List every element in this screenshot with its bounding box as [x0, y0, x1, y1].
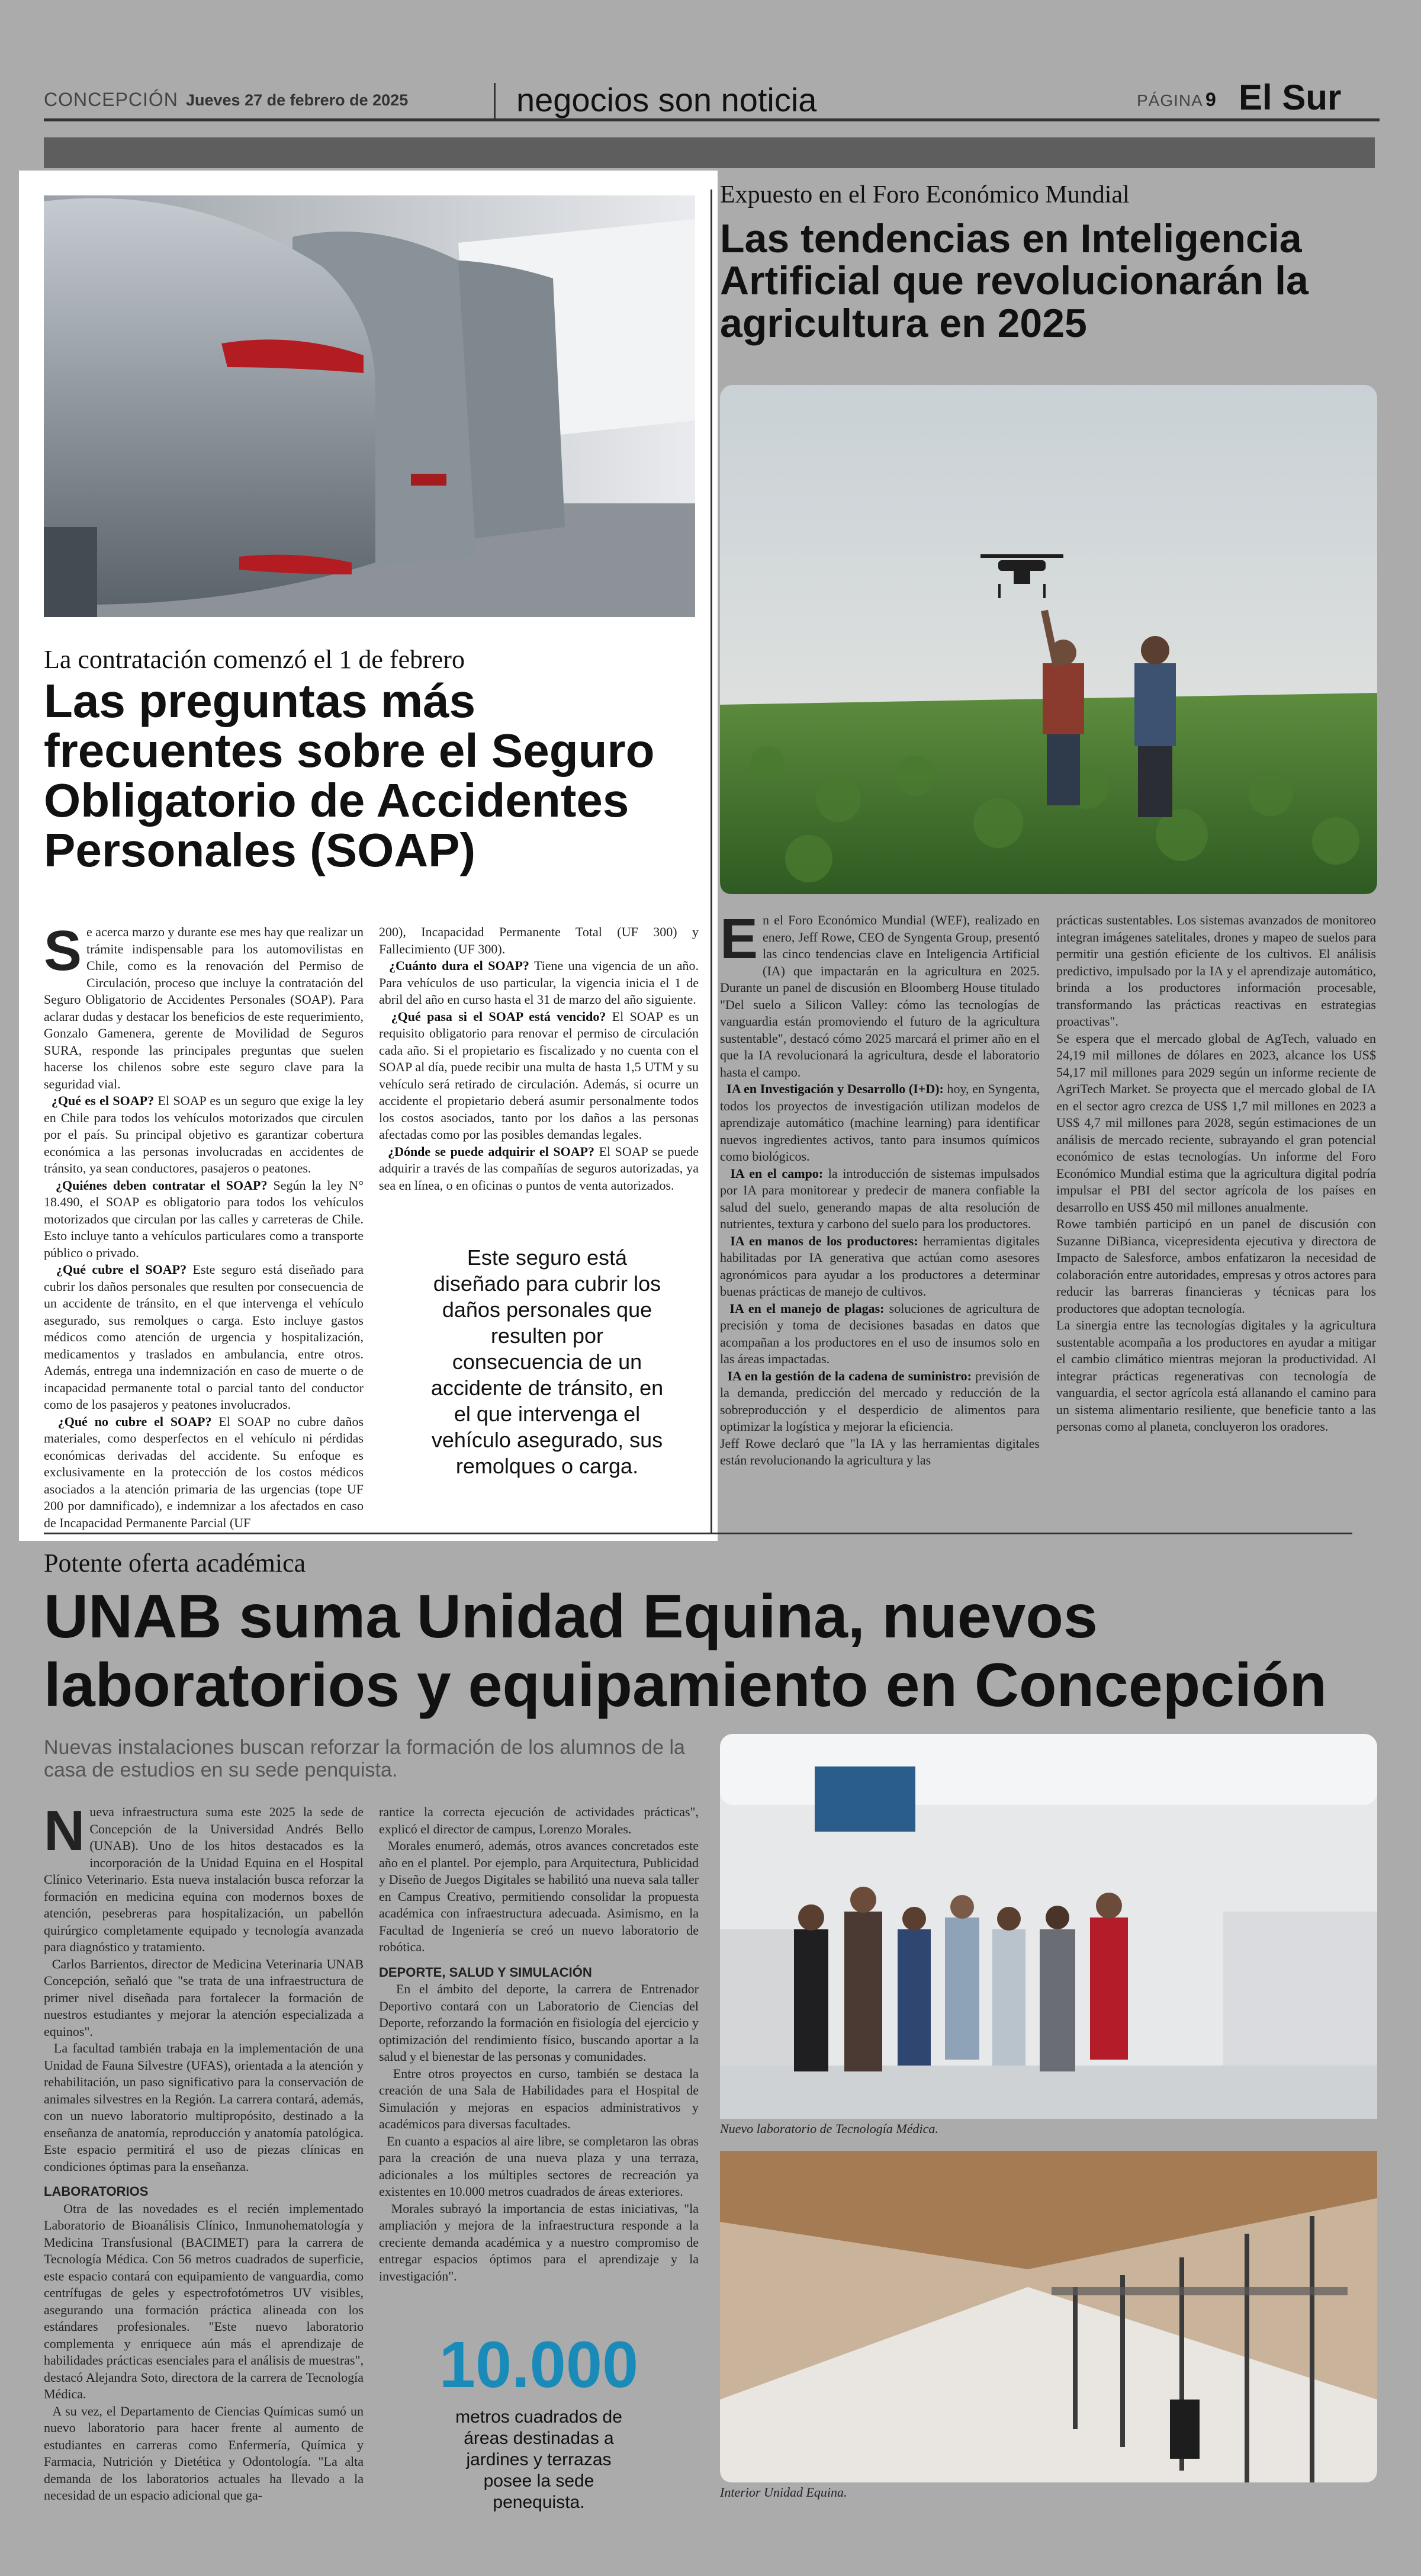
header-divider — [494, 83, 496, 118]
soap-a2: Según la ley N° 18.490, el SOAP es obligatorio para todos los vehículos motorizados que circulan por las calles y carreteras de Chile. Esto incluye tanto a vehículos particulares como a transporte público o privado. — [44, 1177, 364, 1260]
unab-deck: Nuevas instalaciones buscan reforzar la formación de los alumnos de la casa de estudios en su sede penquista. — [44, 1736, 685, 1781]
ai-trend-5: IA en la gestión de la cadena de suministro: — [727, 1368, 972, 1383]
ai-kicker: Expuesto en el Foro Económico Mundial — [720, 181, 1130, 208]
unab-col1-p2: Carlos Barrientos, director de Medicina Veterinaria UNAB Concepción, señaló que "se trata de una infraestructura de primer nivel diseñada para fortalecer la formación de nuestros estudiantes y mejorar la atención especializada a equinos". — [44, 1956, 364, 2039]
ai-rowe-quote: Jeff Rowe declaró que "la IA y las herramientas digitales están revolucionando la agricultura y las — [720, 1435, 1040, 1467]
unab-col2-p6: Morales subrayó la importancia de estas iniciativas, "la ampliación y mejora de la infraestructura responde a la creciente demanda académica y a nuestro compromiso de entregar espacios óptimos para el aprendizaje y la investigación". — [379, 2201, 699, 2283]
section-rule — [44, 1533, 1352, 1534]
unab-lab-image — [720, 1734, 1377, 2119]
unab-column-1 — [44, 1799, 364, 2504]
ai-trend-4-text: soluciones de agricultura de precisión y toma de decisiones basadas en datos que acompañan a los productores en el uso de insumos solo en las áreas impactadas. — [720, 1300, 1040, 1366]
ai-column-2 — [1056, 912, 1376, 1435]
ai-trend-5-text: previsión de la demanda, predicción del mercado y reducción de la sobreproducción y el desperdicio de alimentos para optimizar la logística y mejorar la eficiencia. — [720, 1368, 1040, 1434]
column-divider — [710, 189, 712, 1534]
soap-pull-quote: Este seguro está diseñado para cubrir los daños personales que resulten por consecuencia de un accidente de tránsito, en el que intervenga el vehículo asegurado, sus remolques o carga. — [430, 1245, 664, 1478]
soap-dropcap: S — [44, 919, 82, 982]
ai-trend-4: IA en el manejo de plagas: — [729, 1300, 885, 1316]
unab-col2-p1: rantice la correcta ejecución de actividades prácticas", explicó el director de campus, Lorenzo Morales. — [379, 1804, 699, 1836]
soap-a5: Tiene una vigencia de un año. Para vehículos de uso particular, la vigencia inicia el 1 de abril del año en curso hasta el 31 de marzo del año siguiente. — [379, 958, 699, 1007]
header-page-label: PÁGINA — [1137, 91, 1203, 110]
unab-col2-p5: En cuanto a espacios al aire libre, se completaron las obras para la creación de una nueva plaza y una terraza, adicionales a los múltiples sectores de recreación ya existentes en 10.000 metros cuadrados de áreas exteriores. — [379, 2133, 699, 2199]
soap-q1: ¿Qué es el SOAP? — [51, 1093, 155, 1108]
unab-column-2 — [379, 1804, 699, 2285]
soap-a1: El SOAP es un seguro que exige la ley en Chile para todos los vehículos motorizados que circulen por el país. Su principal objetivo es garantizar cobertura económica a las personas involucradas en accidentes de tránsito, ya sean conductores, pasajeros o peatones. — [44, 1093, 364, 1175]
ai-trend-3-text: herramientas digitales habilitadas por IA generativa que actúan como asesores agronómicos para ayudar a los productores a determinar buenas prácticas de manejo de cultivos. — [720, 1233, 1040, 1299]
unab-col2-p3: En el ámbito del deporte, la carrera de Entrenador Deportivo contará con un Laboratorio de Ciencias del Deporte, reforzando la formación en fisiología del ejercicio y optimización del rendimiento físico, buscando aportar a la salud y el bienestar de las personas y comunidades. — [379, 1981, 699, 2064]
unab-dropcap: N — [44, 1799, 85, 1862]
unab-headline: UNAB suma Unidad Equina, nuevos laboratorios y equipamiento en Concepción — [44, 1582, 1327, 1720]
ai-col2-p1: prácticas sustentables. Los sistemas avanzados de monitoreo integran imágenes satelitales, drones y mapeo de suelos para permitir una gestión eficiente de los cultivos. El análisis predictivo, impulsado por la IA y el aprendizaje automático, brinda a los productores información procesable, transformando las prácticas reactivas en estrategias proactivas". — [1056, 913, 1376, 1029]
ai-col2-p2: Se espera que el mercado global de AgTech, valuado en 24,19 mil millones de dólares en 2023, alcance los US$ 54,17 mil millones para 2029 según un informe reciente de AgriTech Market. Se proyecta que el mercado global de IA en el sector agro crezca de US$ 1,7 mil millones en 2023 a US$ 4,7 mil millones para 2028, según estimaciones de un análisis de mercado reciente, subrayando el gran potencial económico de estas tecnologías. Un informe del Foro Económico Mundial estima que la agricultura digital podría impulsar el PBI del sector agrícola de los países en desarrollo en US$ 450 mil millones anualmente. — [1056, 1030, 1376, 1215]
ai-trend-2: IA en el campo: — [730, 1165, 824, 1181]
ai-dropcap: E — [720, 907, 758, 971]
soap-column-1 — [44, 919, 364, 1531]
ai-image — [720, 385, 1377, 894]
ai-trend-2-text: la introducción de sistemas impulsados por IA para monitorear y predecir de manera confiable la salud del suelo, generando mapas de alta resolución de nutrientes, textura y carbono del suelo para los productores. — [720, 1165, 1040, 1231]
ai-intro: n el Foro Económico Mundial (WEF), realizado en enero, Jeff Rowe, CEO de Syngenta Group, presentó las cinco tendencias clave en Inteligencia Artificial (IA) que impactarán en la agricultura en 2025. Durante un panel de discusión en Bloomberg House titulado "Del suelo a Silicon Valley: cómo las tecnologías de vanguardia están promoviendo el futuro de la agricultura sustentable", destacó cómo 2025 marcará el primer año en el que la IA revolucionará la agricultura, desde el laboratorio hasta el campo. — [720, 913, 1040, 1080]
soap-q7: ¿Dónde se puede adquirir el SOAP? — [388, 1144, 595, 1159]
unab-caption-lab: Nuevo laboratorio de Tecnología Médica. — [720, 2121, 938, 2136]
soap-a6: El SOAP es un requisito obligatorio para renovar el permiso de circulación cada año. Si el propietario es fiscalizado y no cuenta con el SOAP al día, puede recibir una multa de hasta 1,5 UTM y su vehículo será retirado de circulación. Además, si ocurre un accidente el propietario deberá asumir personalmente todos los costos asociados, tanto por los daños a las personas afectadas como por las posibles demandas legales. — [379, 1008, 699, 1142]
soap-q5: ¿Cuánto dura el SOAP? — [388, 958, 529, 973]
header-section: negocios son noticia — [516, 81, 817, 118]
unab-caption-equine: Interior Unidad Equina. — [720, 2485, 847, 2500]
ai-trend-3: IA en manos de los productores: — [730, 1233, 918, 1248]
soap-a7: El SOAP se puede adquirir a través de las compañías de seguros autorizadas, ya sea en línea, o en oficinas o puntos de venta autorizados. — [379, 1144, 699, 1193]
soap-q3: ¿Qué cubre el SOAP? — [56, 1262, 187, 1277]
soap-intro: e acerca marzo y durante ese mes hay que realizar un trámite indispensable para los automovilistas en Chile, como es la renovación del Permiso de Circulación, proceso que incluye la contratación del Seguro Obligatorio de Accidentes Personales (SOAP). Para aclarar dudas y destacar los beneficios de este requerimiento, Gonzalo Gamenera, gerente de Movilidad de Seguros SURA, responde las principales preguntas que suelen hacerse los chilenos sobre este seguro clave para la seguridad vial. — [44, 924, 364, 1091]
soap-image — [44, 195, 695, 617]
newspaper-logo: El Sur — [1239, 78, 1342, 117]
soap-continued: 200), Incapacidad Permanente Total (UF 300) y Fallecimiento (UF 300). — [379, 924, 699, 956]
page-header — [44, 77, 1380, 121]
soap-kicker: La contratación comenzó el 1 de febrero — [44, 645, 465, 674]
unab-col2-p4: Entre otros proyectos en curso, también se destaca la creación de una Sala de Habilidades para el Hospital de Simulación y mejoras en espacios administrativos y académicos para diversas facultades. — [379, 2066, 699, 2131]
soap-a4: El SOAP no cubre daños materiales, como desperfectos en el vehículo ni pérdidas económicas derivadas del accidente. Su enfoque es exclusivamente en la protección de los costos médicos asociados a la atención primaria de las urgencias (tope UF 200 por damnificado), e indemnizar a los afectados en caso de Incapacidad Permanente Parcial (UF — [44, 1414, 364, 1530]
unab-col1-p3: La facultad también trabaja en la implementación de una Unidad de Fauna Silvestre (UFAS), orientada a la atención y rehabilitación, un paso significativo para la conservación de animales silvestres en la Región. La carrera contará, además, con un nuevo laboratorio multipropósito, destinado a la enseñanza de anatomía, reproducción y anatomía patológica. Este espacio permitirá el uso de piezas clínicas en condiciones óptimas para la enseñanza. — [44, 2041, 364, 2174]
ai-column-1 — [720, 907, 1040, 1469]
unab-kicker: Potente oferta académica — [44, 1549, 306, 1578]
ai-trend-1-text: hoy, en Syngenta, todos los proyectos de investigación utilizan modelos de aprendizaje automático (machine learning) para identificar nuevos ingredientes activos, tanto para insumos químicos como biológicos. — [720, 1081, 1040, 1164]
header-city: CONCEPCIÓN — [44, 89, 178, 110]
soap-q2: ¿Quiénes deben contratar el SOAP? — [56, 1177, 268, 1193]
soap-column-2 — [379, 924, 699, 1194]
ai-col2-p4: La sinergia entre las tecnologías digitales y la agricultura sustentable acompaña a los productores en ayudar a mitigar el cambio climático mientras mejoran la productividad. Al integrar prácticas regenerativas con tecnología de vanguardia, el sector agrícola está allanando el camino para un sistema alimentario resiliente, que beneficie tanto a las personas como al planeta, concluyeron los oradores. — [1056, 1318, 1376, 1434]
unab-subhead-sports: DEPORTE, SALUD Y SIMULACIÓN — [379, 1964, 592, 1980]
header-page-number: 9 — [1205, 89, 1216, 110]
unab-subhead-labs: LABORATORIOS — [44, 2184, 149, 2199]
header-date: Jueves 27 de febrero de 2025 — [186, 91, 409, 109]
unab-col1-p4: Otra de las novedades es el recién implementado Laboratorio de Bioanálisis Clínico, Inmunohematología y Medicina Transfusional (BACIMET) para la carrera de Tecnología Médica. Con 56 metros cuadrados de superficie, este espacio contará con equipamiento de vanguardia, como centrífugas de geles y espectrofotómetros UV visibles, asegurando una formación práctica alineada con los estándares profesionales. "Este nuevo laboratorio complementa y enriquece aún más el aprendizaje de habilidades prácticas esenciales para el análisis de muestras", destacó Alejandra Soto, directora de la carrera de Tecnología Médica. — [44, 2201, 364, 2401]
soap-headline: Las preguntas más frecuentes sobre el Seguro Obligatorio de Accidentes Personales (SOAP) — [44, 674, 655, 876]
soap-q4: ¿Qué no cubre el SOAP? — [57, 1414, 212, 1429]
soap-q6: ¿Qué pasa si el SOAP está vencido? — [391, 1008, 606, 1024]
unab-equine-image — [720, 2151, 1377, 2482]
unab-col2-p2: Morales enumeró, además, otros avances concretados este año en el plantel. Por ejemplo, para Arquitectura, Publicidad y Diseño de Juegos Digitales se habilitó una nueva sala taller en Campus Creativo, permitiendo consolidar la propuesta académica con infraestructura adecuada. Asimismo, en la Facultad de Ingeniería se creó un nuevo laboratorio de robótica. — [379, 1838, 699, 1954]
unab-stat-text: metros cuadrados de áreas destinadas a jardines y terrazas posee la sede penequista. — [455, 2407, 622, 2512]
unab-stat-number: 10.000 — [439, 2328, 639, 2401]
top-bar — [44, 137, 1375, 168]
unab-col1-p1: ueva infraestructura suma este 2025 la sede de Concepción de la Universidad Andrés Bello (UNAB). Uno de los hitos destacados es la incorporación de la Unidad Equina en el Hospital Clínico Veterinario. Esta nueva instalación busca reforzar la formación en medicina equina con modernos boxes de atención, pesebreras para hospitalización, un pabellón quirúrgico completamente equipado y tecnología avanzada para diagnóstico y tratamiento. — [44, 1804, 364, 1954]
ai-headline: Las tendencias en Inteligencia Artificial que revolucionarán la agricultura en 2025 — [720, 216, 1309, 346]
ai-trend-1: IA en Investigación y Desarrollo (I+D): — [726, 1081, 944, 1096]
soap-a3: Este seguro está diseñado para cubrir los daños personales que resulten por consecuencia de un accidente de tránsito, en el que intervenga el vehículo asegurado, sus remolques o carga. Esto incluye gastos médicos como atención de urgencia y hospitalización, medicamentos y traslados en ambulancia, entre otros. Además, entrega una indemnización en caso de muerte o de incapacidad permanente total o parcial tanto del conductor como de los pasajeros y peatones involucrados. — [44, 1262, 364, 1412]
unab-col1-p5: A su vez, el Departamento de Ciencias Químicas sumó un nuevo laboratorio para hacer frente al aumento de estudiantes en carreras como Enfermería, Química y Farmacia, Nutrición y Dietética y Odontología. "La alta demanda de los laboratorios actuales ha llevado a la necesidad de un espacio adicional que ga- — [44, 2403, 364, 2503]
ai-col2-p3: Rowe también participó en un panel de discusión con Suzanne DiBianca, vicepresidenta ejecutiva y directora de Impacto de Salesforce, ambos enfatizaron la necesidad de colaboración entre autoridades, empresas y otros actores para reducir las barreras financieras y técnicas para los productores que adoptan tecnología. — [1056, 1216, 1376, 1316]
